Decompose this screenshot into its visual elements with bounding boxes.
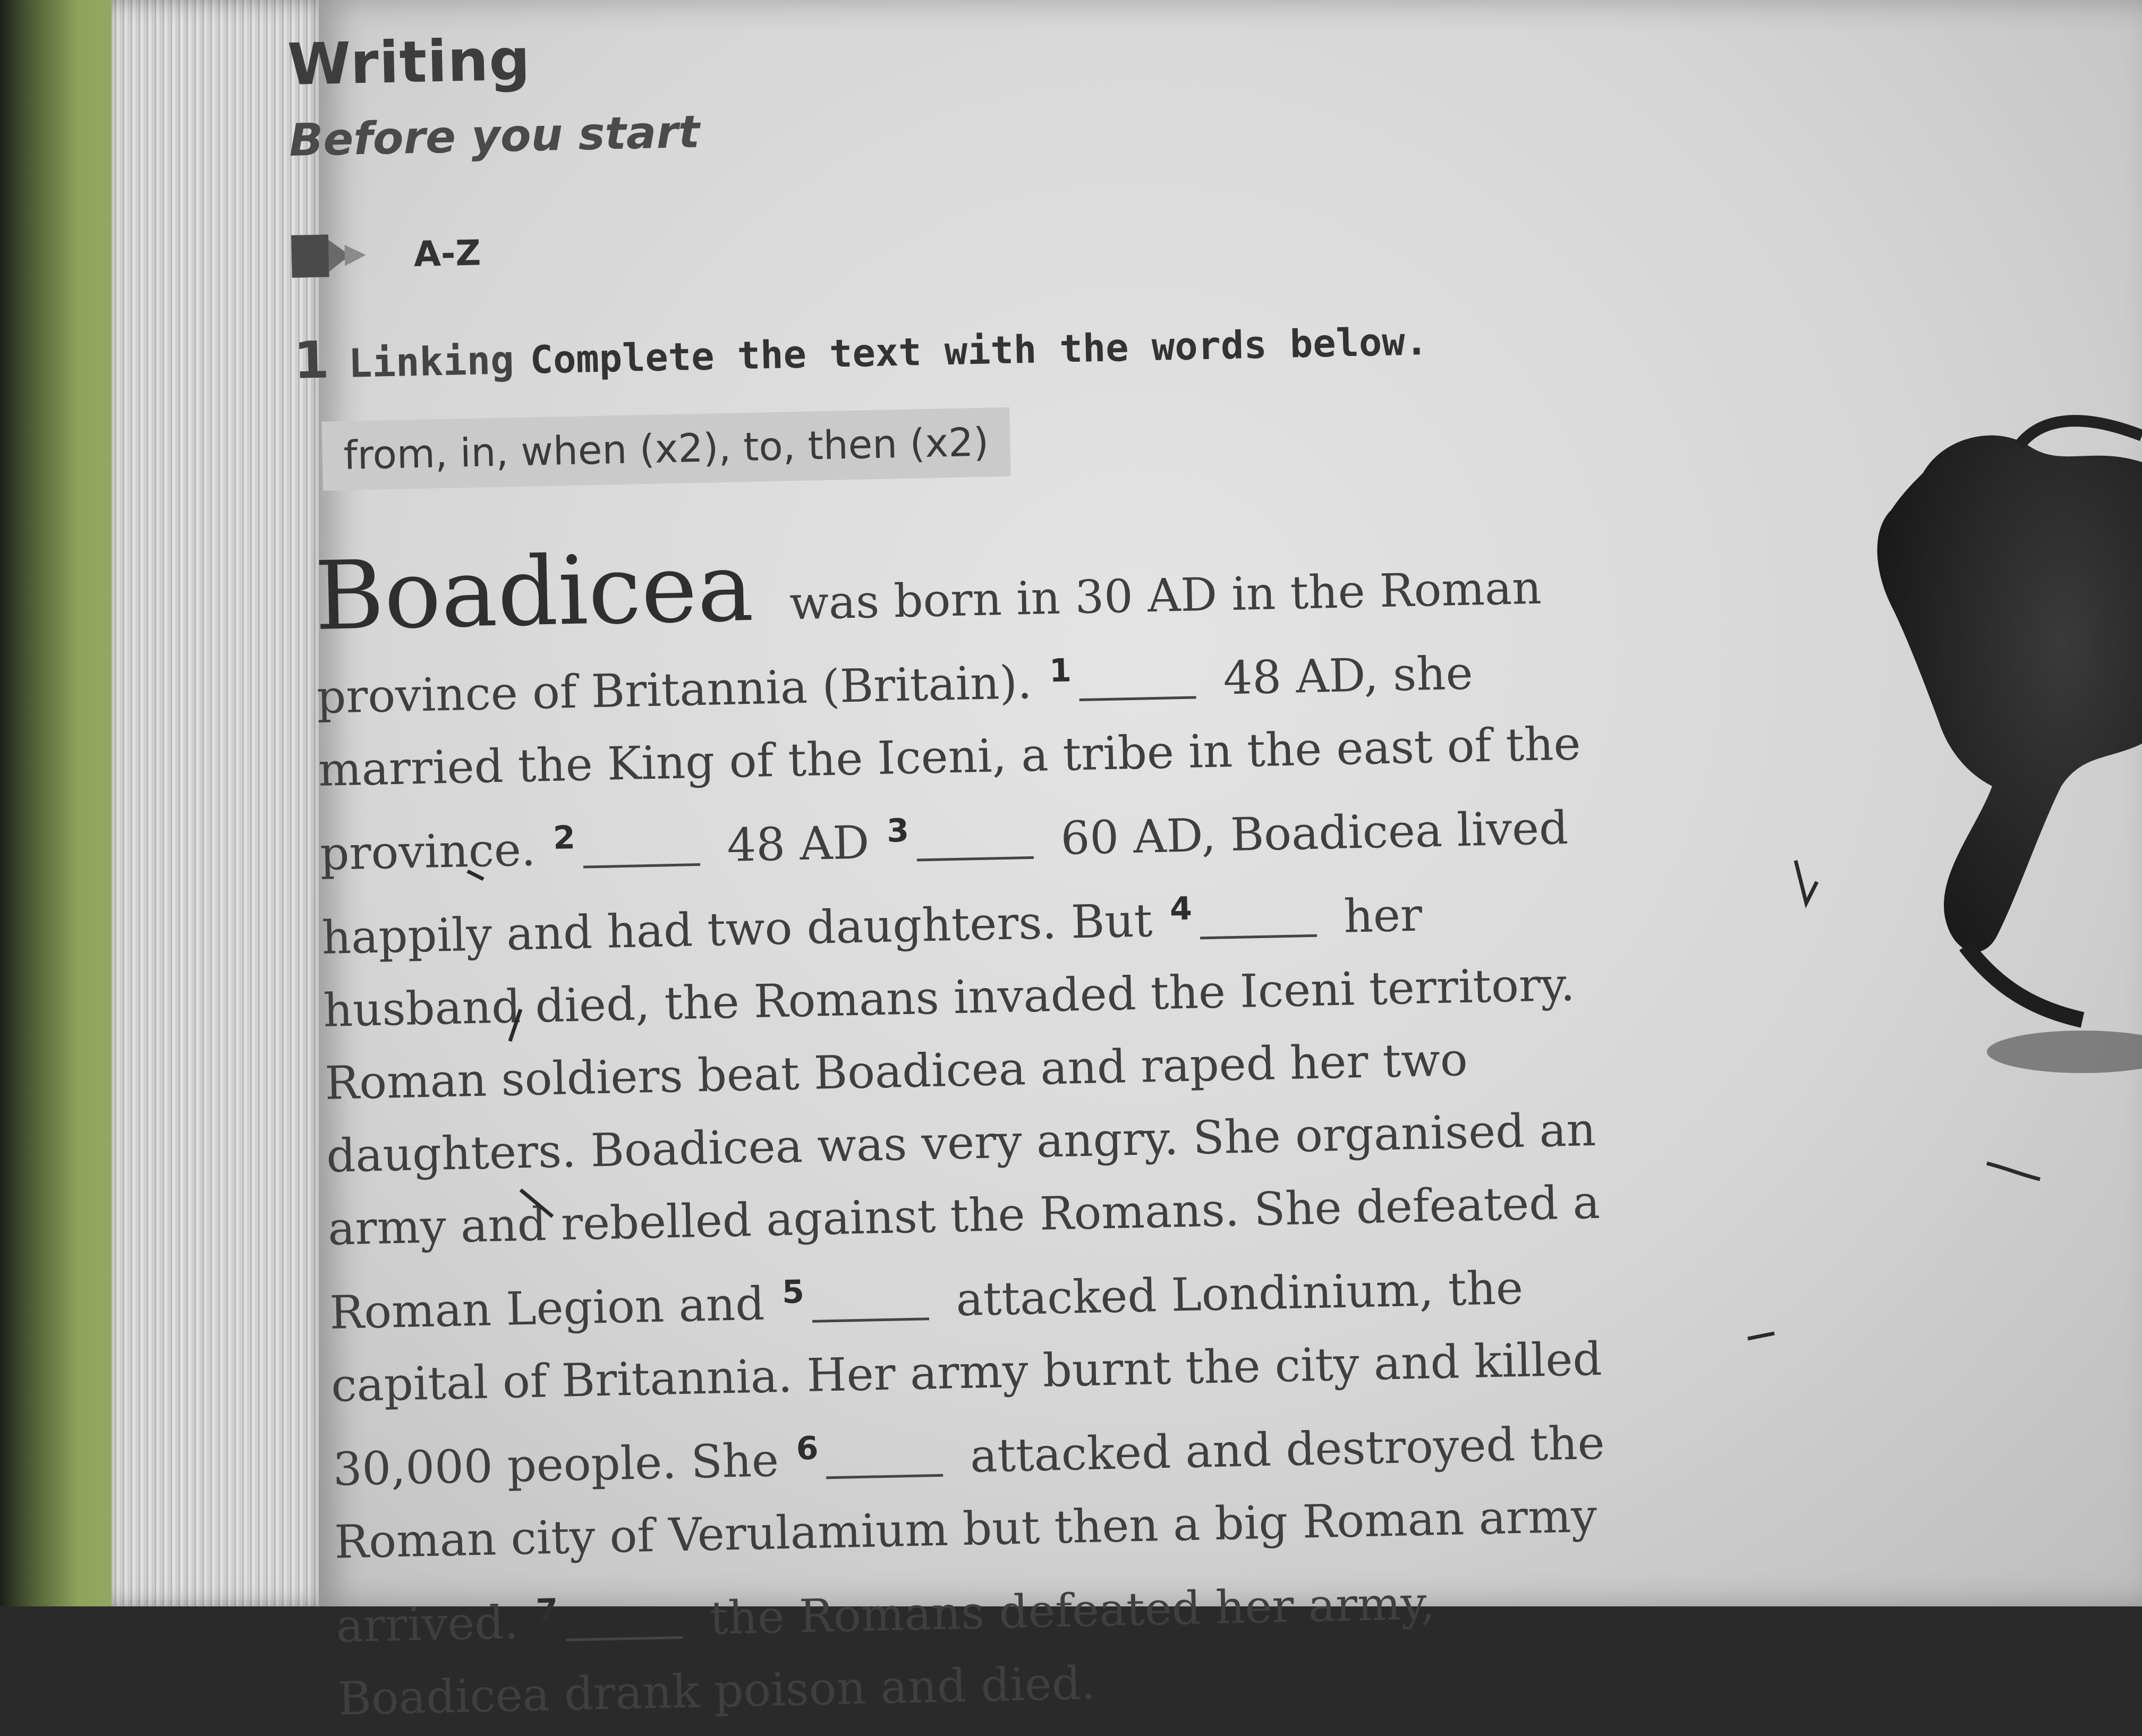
passage-text: the Romans defeated her army, Boadicea drank poison and died. (337, 1577, 1436, 1726)
exercise-instruction: Complete the text with the words below. (529, 319, 1429, 382)
passage-text: attacked Londinium, the capital of Britannia. Her army burnt the city and killed 30,000 people. She (330, 1261, 1603, 1496)
gap-number: 1 (1049, 652, 1072, 690)
reference-label: A-Z (413, 232, 481, 275)
passage-text: attacked and destroyed the Roman city of Verulamium but then a big Roman army arrived. (334, 1416, 1605, 1653)
passage-text: 48 AD, she married the King of the Iceni, a tribe in the east of the province. (318, 646, 1582, 881)
gap-number: 5 (781, 1273, 805, 1311)
gap-number: 6 (795, 1429, 819, 1468)
gap-number: 2 (552, 819, 576, 857)
passage-title-word: Boadicea (313, 532, 755, 652)
gap-number: 4 (1169, 890, 1193, 928)
passage-text: 48 AD (726, 816, 870, 872)
exercise-focus: Linking (348, 337, 515, 387)
gap-number: 7 (535, 1592, 559, 1630)
subheading: Before you start (288, 105, 700, 166)
word-bank: from, in, when (x2), to, then (x2) (321, 407, 1010, 491)
gap-number: 3 (886, 812, 910, 850)
passage-text: 60 AD, Boadicea lived happily and had two daughters. But (321, 801, 1569, 965)
passage-text: was born in 30 AD in the Roman province of Britannia (Britain). (316, 561, 1542, 725)
exercise-number: 1 (293, 330, 330, 390)
passage-text: her husband died, the Romans invaded the Iceni territory. Roman soldiers beat Boadicea and raped her two daughters. Boadicea was very angry. She organised an army and rebelled against the Romans. She defeated a Roman Legion and (322, 888, 1601, 1340)
section-title: Writing (287, 27, 531, 98)
